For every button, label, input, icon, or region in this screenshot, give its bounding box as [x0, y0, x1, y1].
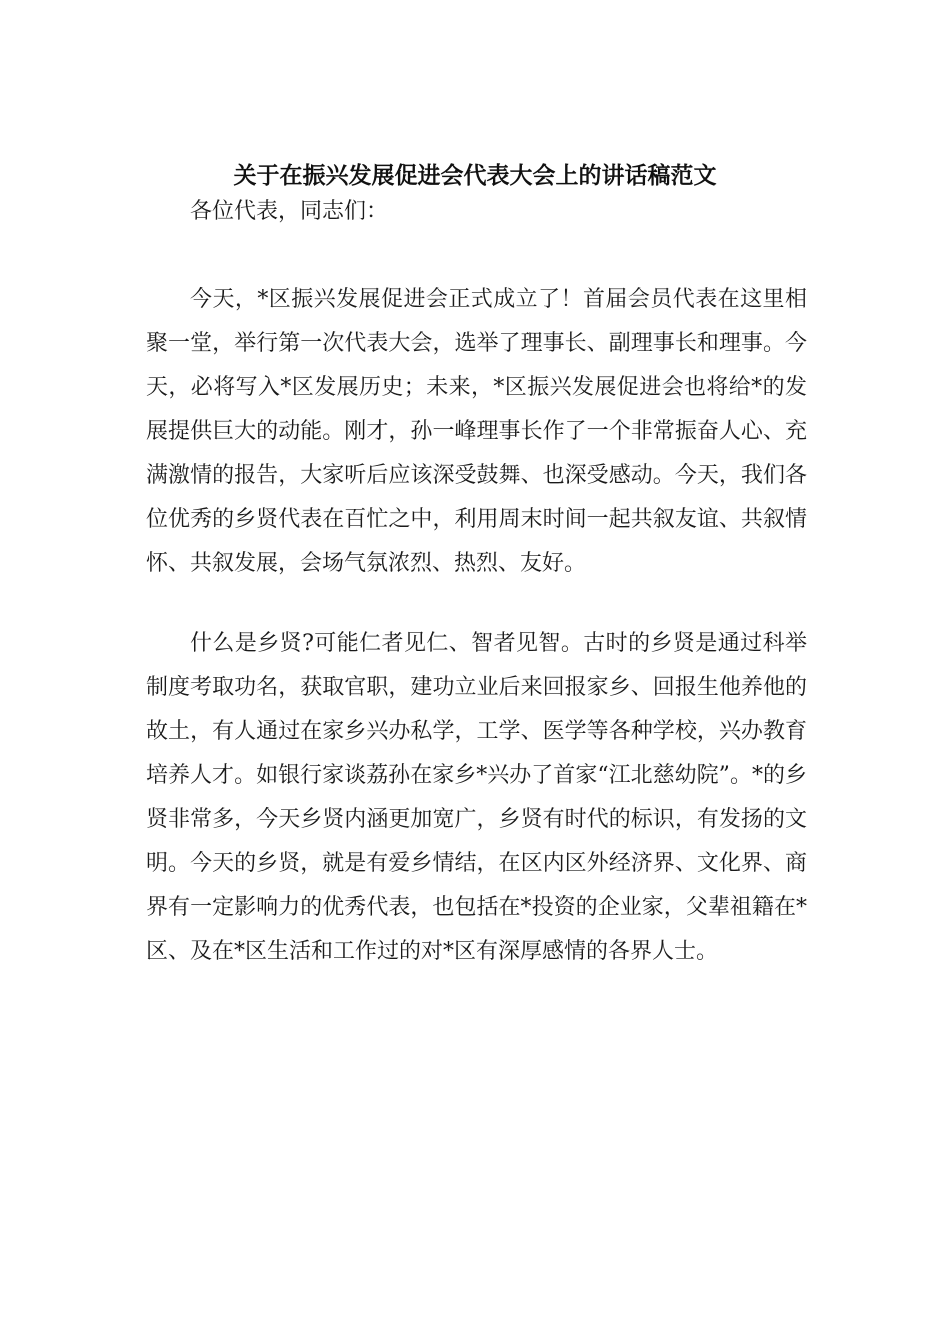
document-title: 关于在振兴发展促进会代表大会上的讲话稿范文: [233, 163, 717, 189]
paragraph-opening: 今天，*区振兴发展促进会正式成立了！首届会员代表在这里相聚一堂，举行第一次代表大会，选举了理事长、副理事长和理事。今天，必将写入*区发展历史；未来，*区振兴发展促进会也将给*的发展提供巨大的动能。刚才，孙一峰理事长作了一个非常振奋人心、充满激情的报告，大家听后应该深受鼓舞、也深受感动。今天，我们各位优秀的乡贤代表在百忙之中，利用周末时间一起共叙友谊、共叙情怀、共叙发展，会场气氛浓烈、热烈、友好。: [146, 287, 807, 576]
document-body: [146, 190, 807, 974]
greeting-line: 各位代表，同志们：: [190, 199, 389, 224]
paragraph-xiangxian: 什么是乡贤?可能仁者见仁、智者见智。古时的乡贤是通过科举制度考取功名，获取官职，建功立业后来回报家乡、回报生他养他的故土，有人通过在家乡兴办私学，工学、医学等各种学校，兴办教育培养人才。如银行家谈荔孙在家乡*兴办了首家“江北慈幼院”。*的乡贤非常多，今天乡贤内涵更加宽广，乡贤有时代的标识，有发扬的文明。今天的乡贤，就是有爱乡情结，在区内区外经济界、文化界、商界有一定影响力的优秀代表，也包括在*投资的企业家，父辈祖籍在*区、及在*区生活和工作过的对*区有深厚感情的各界人士。: [146, 631, 807, 964]
